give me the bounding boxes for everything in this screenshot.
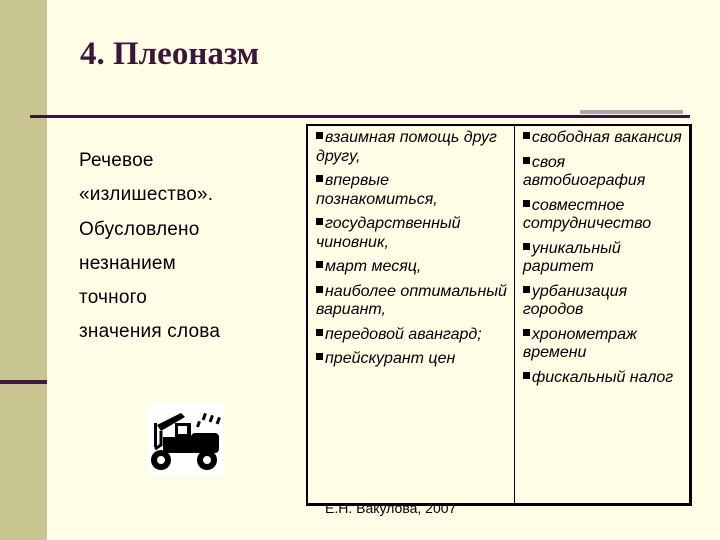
bullet-square-icon: [316, 286, 323, 293]
example-item: [316, 172, 510, 209]
example-text: хронометраж времени: [522, 325, 638, 361]
example-item: [316, 283, 510, 320]
examples-column-left: [308, 126, 515, 503]
definition-line: «излишество».: [79, 184, 214, 206]
pleonasm-examples-table: [306, 124, 692, 506]
example-item: [523, 197, 685, 234]
example-text: наиболее оптимальный вариант,: [316, 282, 507, 318]
definition-line: точного: [79, 287, 148, 309]
example-text: март месяц,: [325, 258, 422, 275]
bullet-square-icon: [523, 286, 530, 293]
example-text: прейскурант цен: [325, 350, 456, 367]
example-text: государственный чиновник,: [316, 215, 461, 251]
example-text: впервые познакомиться,: [316, 172, 438, 208]
bullet-square-icon: [523, 200, 530, 207]
example-item: [316, 326, 510, 345]
example-text: совместное сотрудничество: [522, 196, 652, 232]
example-item: [316, 350, 510, 369]
example-item: [316, 129, 510, 166]
tow-truck-icon: [147, 403, 223, 475]
bullet-square-icon: [523, 157, 530, 164]
left-sidebar-bar: [0, 0, 47, 540]
bullet-square-icon: [316, 175, 323, 182]
definition-text: [79, 144, 294, 350]
example-text: своя автобиография: [522, 153, 646, 189]
sidebar-accent-line: [0, 380, 47, 384]
example-item: [523, 129, 685, 148]
definition-line: Обусловлено: [79, 218, 200, 240]
bullet-square-icon: [316, 261, 323, 268]
bullet-square-icon: [523, 243, 530, 250]
bullet-square-icon: [523, 329, 530, 336]
bullet-square-icon: [316, 132, 323, 139]
example-text: урбанизация городов: [522, 282, 628, 318]
example-item: [523, 283, 685, 320]
title-divider: [30, 115, 690, 118]
definition-line: незнанием: [79, 252, 176, 274]
example-text: свободная вакансия: [531, 129, 682, 146]
bullet-square-icon: [316, 329, 323, 336]
title-grey-rule: [580, 110, 683, 114]
slide-title: 4. Плеоназм: [80, 36, 260, 72]
footer-credit: Е.Н. Вакулова, 2007: [325, 500, 457, 516]
example-item: [316, 215, 510, 252]
bullet-square-icon: [523, 132, 530, 139]
definition-line: значения слова: [79, 321, 221, 343]
bullet-square-icon: [316, 353, 323, 360]
example-text: уникальный раритет: [522, 239, 621, 275]
example-item: [316, 258, 510, 277]
example-text: взаимная помощь друг другу,: [316, 129, 497, 165]
example-item: [523, 154, 685, 191]
example-item: [523, 369, 685, 388]
definition-line: Речевое: [79, 150, 154, 171]
example-text: передовой авангард;: [325, 325, 482, 343]
bullet-square-icon: [523, 372, 530, 379]
example-text: фискальный налог: [531, 368, 674, 386]
example-item: [523, 240, 685, 277]
examples-column-right: [515, 126, 689, 503]
bullet-square-icon: [316, 218, 323, 225]
example-item: [523, 326, 685, 363]
